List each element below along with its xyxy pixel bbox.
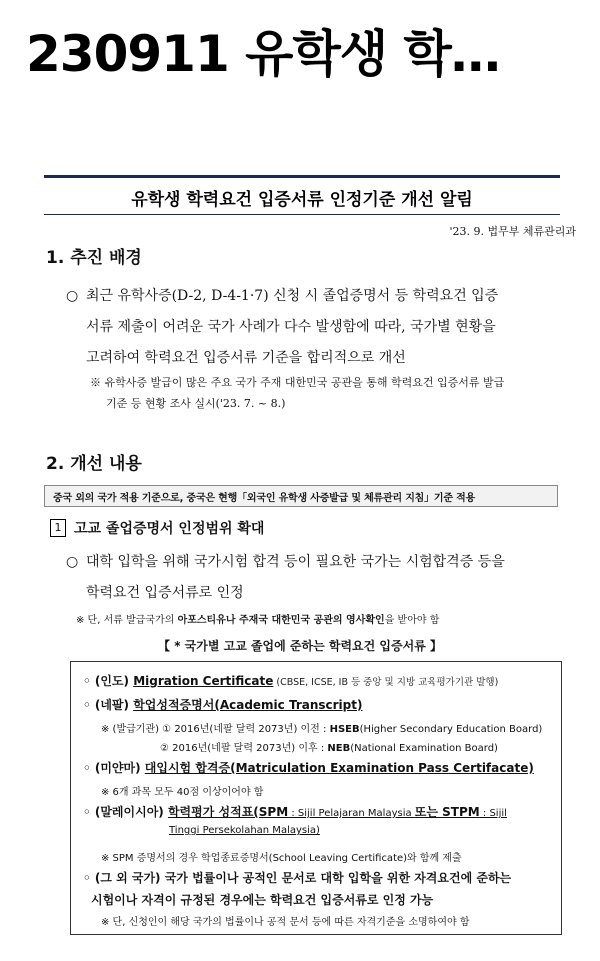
apostille-note-suffix: 을 받아야 함 <box>384 615 440 626</box>
doc-malaysia-stpm-name: : Sijil <box>479 808 507 819</box>
section1-line-1: 최근 유학사증(D-2, D-4-1·7) 신청 시 졸업증명서 등 학력요건 입증 <box>86 288 499 304</box>
country-india: ◦ (인도) <box>83 674 134 688</box>
row-myanmar <box>83 759 534 776</box>
detail-india: (CBSE, ICSE, IB 등 중앙 및 지방 교육평가기관 발행) <box>273 677 499 688</box>
scope-note-box <box>44 485 558 507</box>
apostille-note <box>76 611 439 626</box>
section1-note-line-1: ※ 유학사증 발급이 많은 주요 국가 주재 대한민국 공관을 통해 학력요건 입증서류 발급 <box>90 376 505 389</box>
myanmar-note: ※ 6개 과목 모두 40점 이상이어야 함 <box>101 787 264 798</box>
country-malaysia: ◦ (말레이시아) <box>83 805 168 819</box>
nepal-issuer-2-rest: (National Examination Board) <box>350 743 498 754</box>
apostille-note-prefix: ※ 단, 서류 발급국가의 <box>76 615 178 626</box>
nepal-issuer-2-label: ② 2016년(네팔 달력 2073년) 이후 : <box>160 743 328 754</box>
nepal-issuer-1-label: ※ (발급기관) ① 2016년(네팔 달력 2073년) 이전 : <box>101 724 330 735</box>
doc-india: Migration Certificate <box>133 674 274 688</box>
row-other-line-1: ◦ (그 외 국가) 국가 법률이나 공적인 문서로 대학 입학을 위한 자격요건에 준하는 <box>83 871 512 885</box>
bullet-circle: ○ <box>66 288 79 304</box>
document-page <box>0 96 600 961</box>
row-nepal-issuer-2 <box>160 739 498 754</box>
section2-line-1: 대학 입학을 위해 국가시험 합격 등이 필요한 국가는 시험합격증 등을 <box>86 554 505 570</box>
section1-line-3: 고려하여 학력요건 입증서류 기준을 합리적으로 개선 <box>86 350 406 366</box>
row-india <box>83 672 498 689</box>
scope-note: 중국 외의 국가 적용 기준으로, 중국은 현행「외국인 유학생 사증발급 및 체류관리 지침」기준 적용 <box>53 493 476 504</box>
country-documents-box <box>70 661 562 935</box>
apostille-note-bold: 아포스티유나 주재국 대한민국 공관의 영사확인 <box>177 615 385 626</box>
section1-heading: 1. 추진 배경 <box>46 248 142 268</box>
nepal-issuer-2-code: NEB <box>327 743 351 754</box>
bullet-circle: ○ <box>66 554 79 570</box>
subsection-title: 고교 졸업증명서 인정범위 확대 <box>74 520 265 537</box>
row-nepal <box>83 696 362 713</box>
doc-nepal: 학업성적증명서(Academic Transcript) <box>133 698 363 712</box>
nepal-issuer-1-code: HSEB <box>329 724 360 735</box>
subsection-number: 1 <box>50 519 66 537</box>
file-title: 230911 유학생 학… <box>26 25 500 83</box>
viewer-header <box>0 0 600 97</box>
row-other-line-2: 시험이나 자격이 규정된 경우에는 학력요건 입증서류로 인정 가능 <box>91 893 434 907</box>
doc-malaysia-spm: 학력평가 성적표(SPM <box>167 805 289 819</box>
row-nepal-issuer-1 <box>101 720 542 735</box>
section1-line-2: 서류 제출이 어려운 국가 사례가 다수 발생함에 따라, 국가별 현황을 <box>86 319 496 335</box>
date-line: '23. 9. 법무부 체류관리과 <box>449 225 576 238</box>
section2-line-2: 학력요건 입증서류로 인정 <box>86 585 244 601</box>
subsection-heading <box>50 517 264 538</box>
section1-paragraph <box>66 281 586 376</box>
title-box <box>44 175 560 215</box>
nepal-issuer-1-rest: (Higher Secondary Education Board) <box>359 724 543 735</box>
other-note: ※ 단, 신청인이 해당 국가의 법률이나 공적 문서 등에 따른 자격기준을 소명하여야 함 <box>101 917 470 928</box>
doc-malaysia-spm-name: : Sijil Pelajaran Malaysia <box>288 808 415 819</box>
country-myanmar: ◦ (미얀마) <box>83 761 145 775</box>
row-malaysia <box>83 803 507 820</box>
doc-malaysia-stpm: STPM <box>437 805 480 819</box>
malaysia-note: ※ SPM 증명서의 경우 학업종료증명서(School Leaving Certificate)와 함께 제출 <box>101 853 462 864</box>
section1-note <box>90 372 570 414</box>
country-nepal: ◦ (네팔) <box>83 698 134 712</box>
doc-malaysia-or: 또는 <box>414 805 438 819</box>
document-title: 유학생 학력요건 입증서류 인정기준 개선 알림 <box>131 190 473 210</box>
table-title: 【 * 국가별 고교 졸업에 준하는 학력요건 입증서류 】 <box>158 639 442 653</box>
section2-paragraph <box>66 547 586 611</box>
doc-myanmar: 대입시험 합격증(Matriculation Examination Pass Certifacate) <box>144 761 534 775</box>
malaysia-doc-line-2: Tinggi Persekolahan Malaysia) <box>169 825 320 836</box>
section2-heading: 2. 개선 내용 <box>46 454 142 474</box>
section1-note-line-2: 기준 등 현황 조사 실시('23. 7. ~ 8.) <box>106 397 286 410</box>
